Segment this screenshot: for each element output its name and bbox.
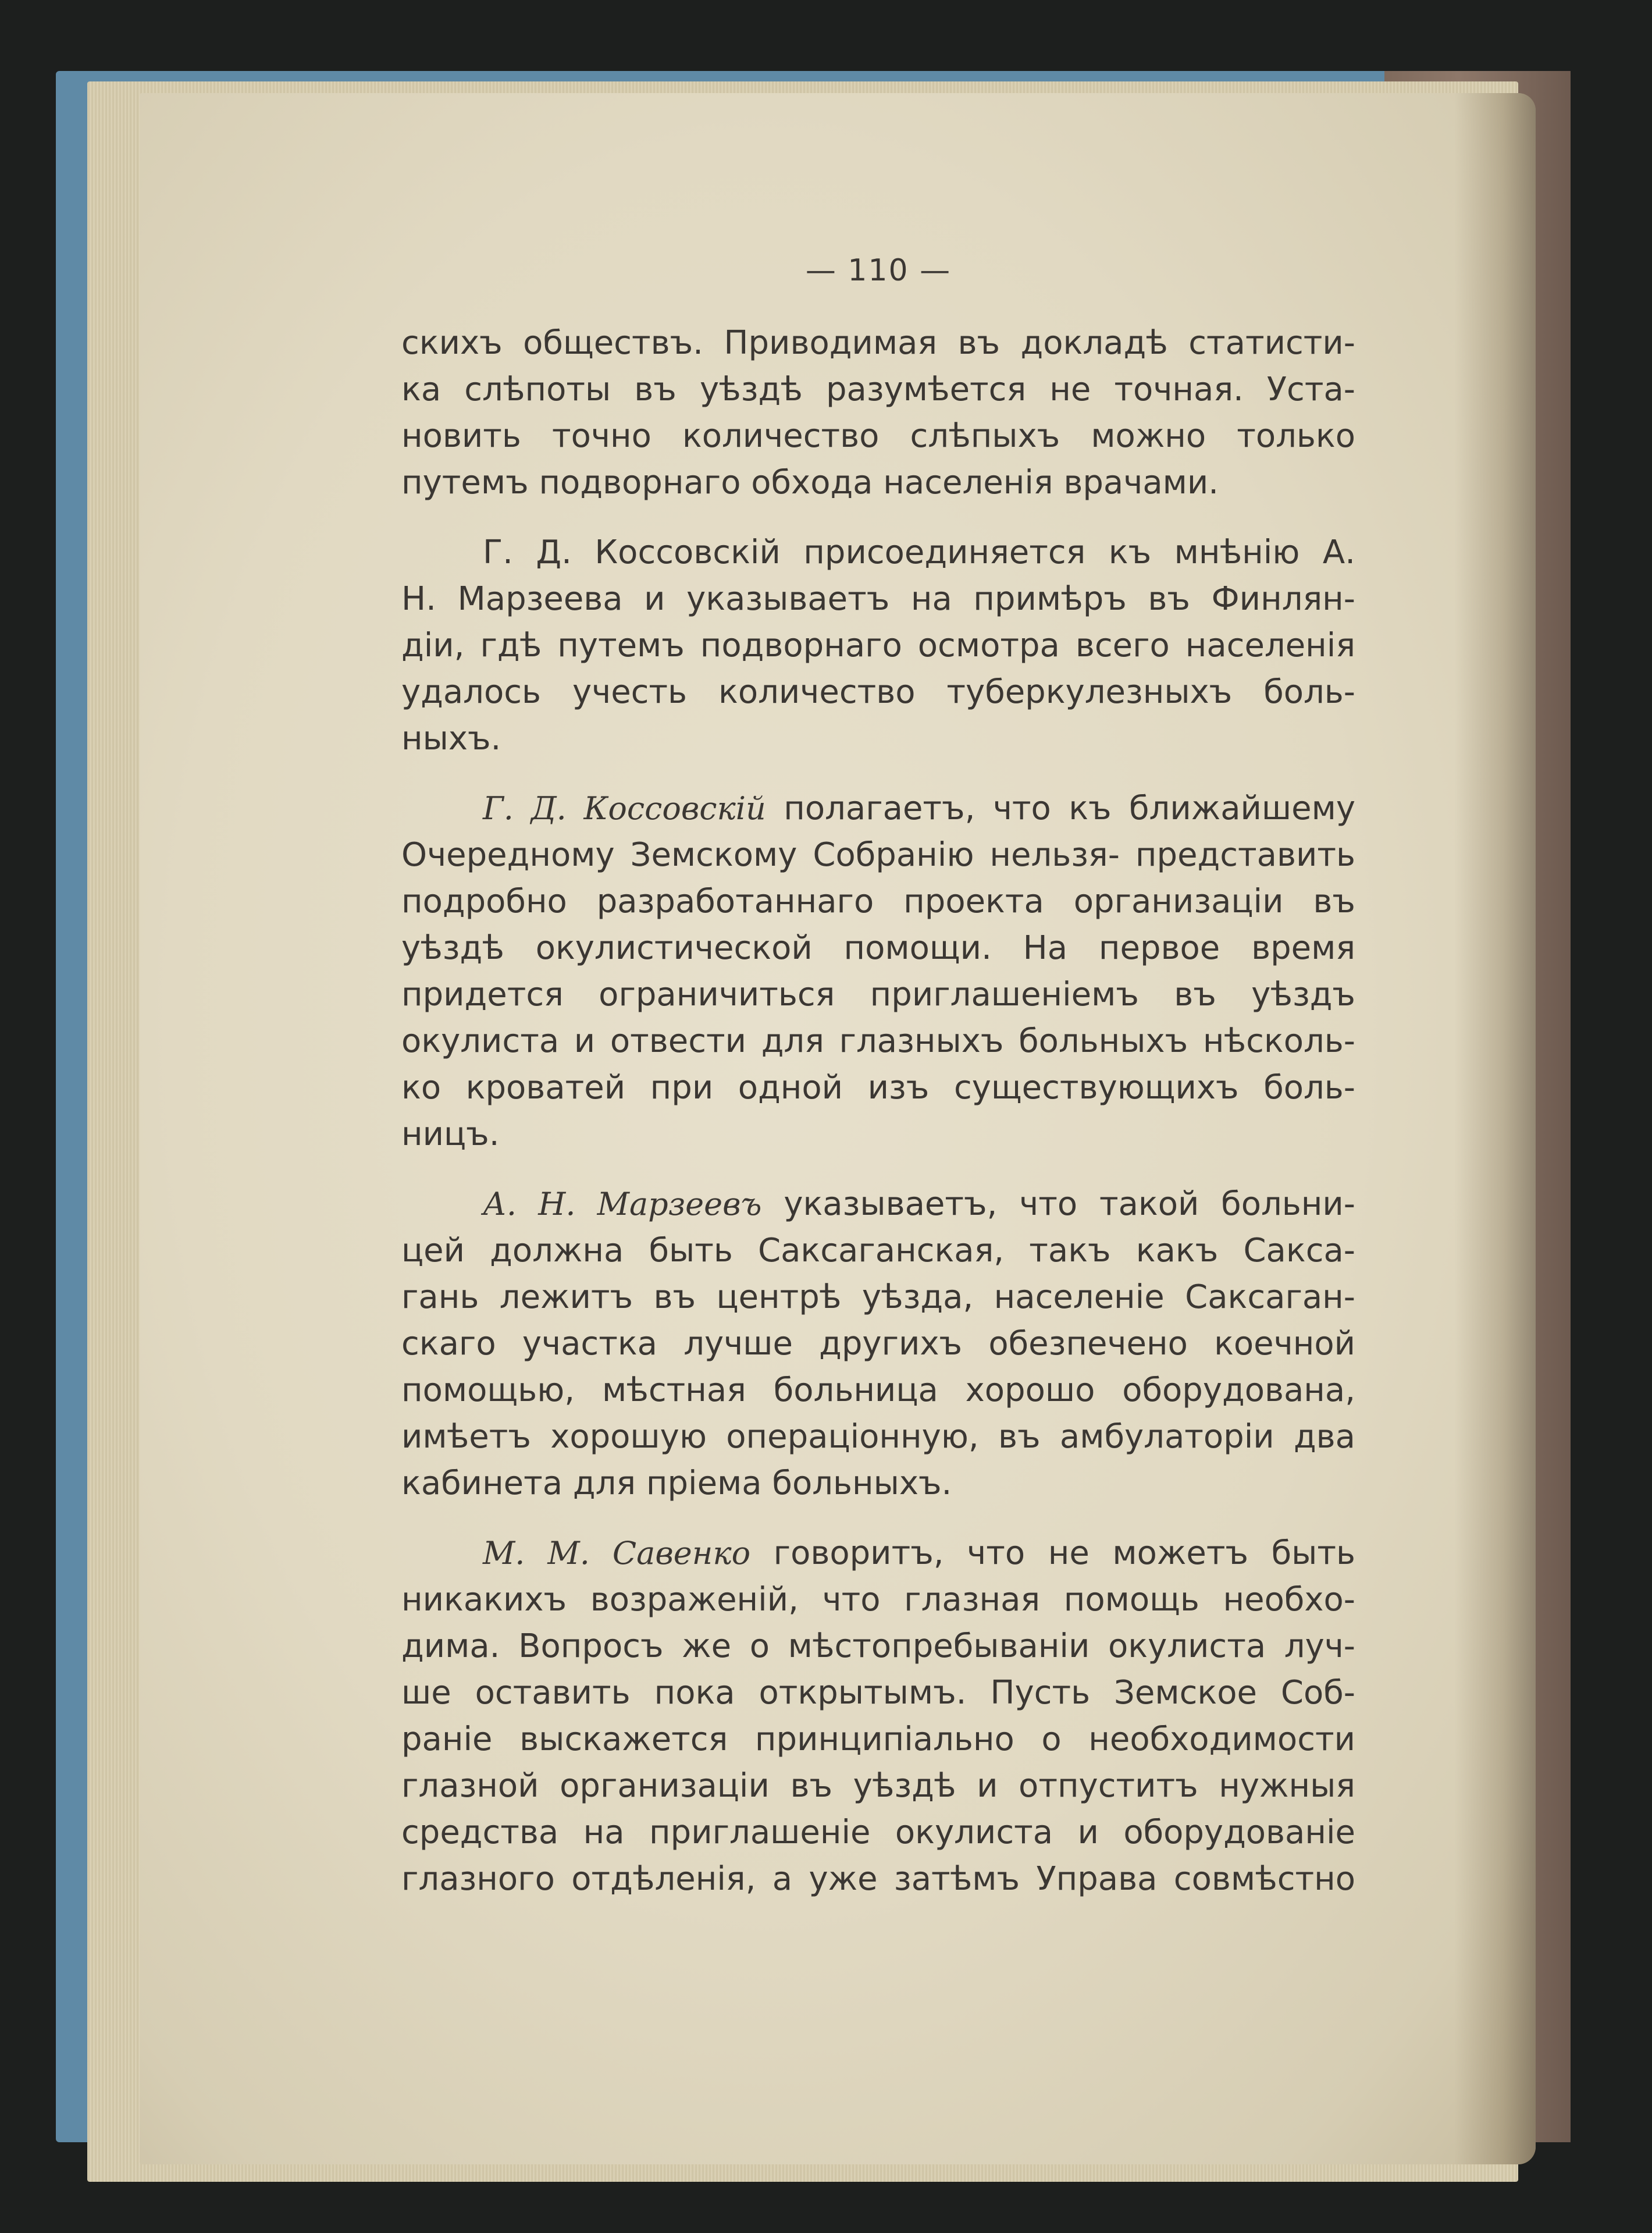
text-line: діи, гдѣ путемъ подворнаго осмотра всего населенія [401,627,1355,664]
text-line: удалось учесть количество туберкулезныхъ боль- [401,673,1355,711]
text-line: окулиста и отвести для глазныхъ больныхъ нѣсколь- [401,1022,1355,1060]
page-number: — 110 — [805,253,952,288]
text-line: ше оставить пока открытымъ. Пусть Земское Соб- [401,1674,1355,1712]
text-line: Очередному Земскому Собранію нельзя- представить [401,836,1355,874]
text-fragment: полагаетъ, что къ ближайшему [766,790,1355,827]
text-fragment: говоритъ, что не можетъ быть [750,1534,1355,1572]
text-line: дима. Вопросъ же о мѣстопребываніи окулиста луч- [401,1627,1355,1665]
speaker-name: Г. Д. Коссовскій [483,790,766,827]
paragraph-1 [401,320,1355,506]
paragraph-4 [401,1181,1355,1507]
text-line: новить точно количество слѣпыхъ можно только [401,417,1355,455]
text-line: раніе выскажется принципіально о необходимости [401,1720,1355,1758]
text-line: Г. Д. Коссовскій присоединяется къ мнѣнію А. [483,534,1355,571]
text-line: гань лежитъ въ центрѣ уѣзда, населеніе Саксаган- [401,1278,1355,1316]
text-line: придется ограничиться приглашеніемъ въ уѣздъ [401,976,1355,1014]
text-line: ка слѣпоты въ уѣздѣ разумѣется не точная. Уста- [401,371,1355,408]
page-text [401,244,1355,1926]
text-line: кабинета для пріема больныхъ. [401,1464,952,1502]
page-gutter-shadow [1454,93,1536,2164]
text-line: скаго участка лучше другихъ обезпечено коечной [401,1325,1355,1363]
text-line: имѣетъ хорошую операціонную, въ амбулаторіи два [401,1418,1355,1456]
paragraph-3 [401,785,1355,1158]
text-line: путемъ подворнаго обхода населенія врачами. [401,464,1219,502]
text-line: цей должна быть Саксаганская, такъ какъ Сакса- [401,1232,1355,1270]
speaker-name: А. Н. Марзеевъ [483,1186,762,1222]
text-line: ныхъ. [401,720,501,758]
text-line [401,1530,1355,1577]
text-line: никакихъ возраженій, что глазная помощь необхо- [401,1581,1355,1619]
text-line: глазной организаціи въ уѣздѣ и отпуститъ нужныя [401,1767,1355,1805]
text-line: уѣздѣ окулистической помощи. На первое время [401,929,1355,967]
paragraph-2 [401,529,1355,762]
text-line: подробно разработаннаго проекта организаціи въ [401,883,1355,920]
text-line: ницъ. [401,1115,500,1153]
paragraph-5 [401,1530,1355,1903]
text-line [401,785,1355,832]
text-line: Н. Марзеева и указываетъ на примѣръ въ Финлян- [401,580,1355,618]
text-line: скихъ обществъ. Приводимая въ докладѣ статисти- [401,324,1355,362]
speaker-name: М. М. Савенко [483,1535,751,1571]
text-line: помощью, мѣстная больница хорошо оборудована, [401,1371,1355,1409]
text-fragment: указываетъ, что такой больни- [761,1185,1355,1223]
text-line: средства на приглашеніе окулиста и оборудованіе [401,1814,1355,1851]
text-line: глазного отдѣленія, а уже затѣмъ Управа совмѣстно [401,1860,1355,1898]
text-line: ко кроватей при одной изъ существующихъ боль- [401,1069,1355,1107]
text-line [401,1181,1355,1228]
